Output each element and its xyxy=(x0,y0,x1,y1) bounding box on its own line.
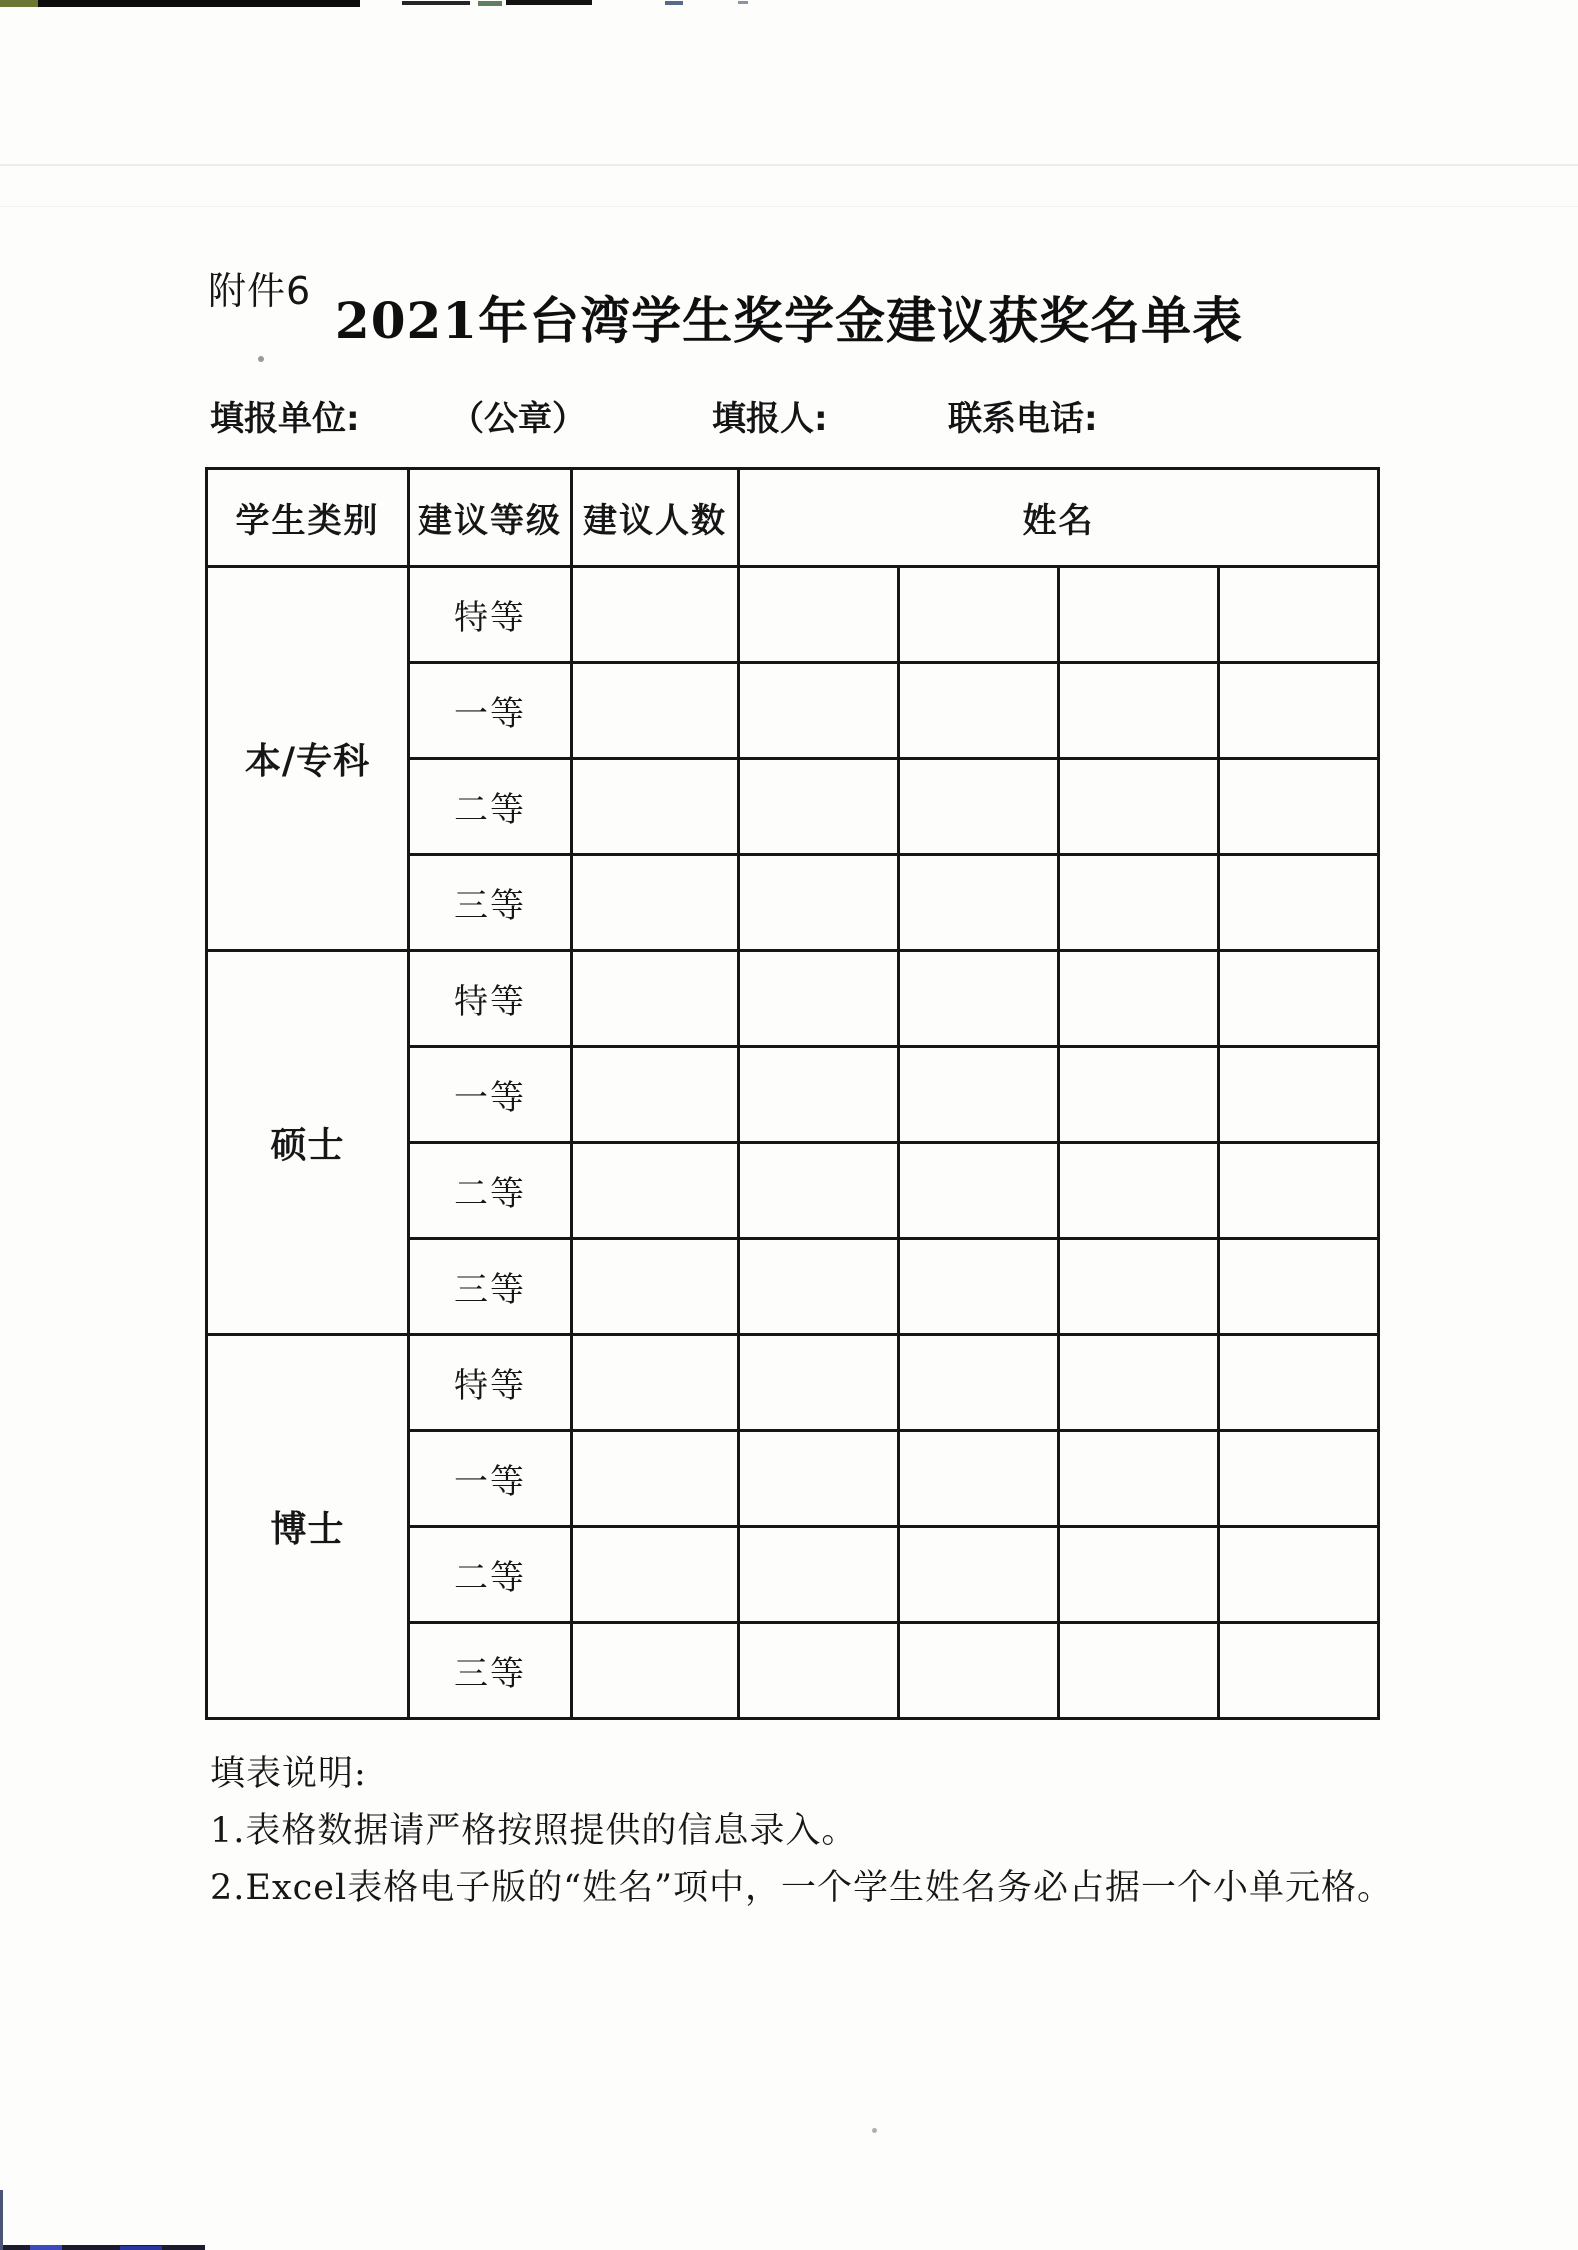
name-cell xyxy=(1219,759,1379,855)
name-cell xyxy=(1219,951,1379,1047)
scan-artifact xyxy=(738,1,748,4)
name-cell xyxy=(899,759,1059,855)
name-cell xyxy=(1059,1047,1219,1143)
grade-cell: 特等 xyxy=(409,1335,572,1431)
name-cell xyxy=(739,1143,899,1239)
grade-cell: 三等 xyxy=(409,855,572,951)
name-cell xyxy=(739,663,899,759)
name-cell xyxy=(1219,1431,1379,1527)
notes-heading: 填表说明: xyxy=(210,1754,367,1794)
name-cell xyxy=(1219,663,1379,759)
name-cell xyxy=(899,1623,1059,1719)
name-cell xyxy=(739,1047,899,1143)
count-cell xyxy=(572,1431,739,1527)
name-cell xyxy=(899,1239,1059,1335)
scan-artifact xyxy=(0,2190,3,2250)
count-cell xyxy=(572,1335,739,1431)
count-cell xyxy=(572,1047,739,1143)
scan-artifact xyxy=(0,0,360,7)
grade-cell: 三等 xyxy=(409,1239,572,1335)
name-cell xyxy=(1219,1143,1379,1239)
table-row xyxy=(207,567,1379,663)
name-cell xyxy=(1059,1431,1219,1527)
header-suggested-grade: 建议等级 xyxy=(409,469,572,567)
name-cell xyxy=(899,1335,1059,1431)
scan-artifact xyxy=(506,0,592,5)
count-cell xyxy=(572,1239,739,1335)
count-cell xyxy=(572,1527,739,1623)
count-cell xyxy=(572,951,739,1047)
name-cell xyxy=(1059,951,1219,1047)
report-person-label: 填报人: xyxy=(712,399,828,439)
grade-cell: 二等 xyxy=(409,1143,572,1239)
name-cell xyxy=(739,759,899,855)
name-cell xyxy=(739,1623,899,1719)
grade-cell: 三等 xyxy=(409,1623,572,1719)
form-notes xyxy=(210,1746,1393,1917)
name-cell xyxy=(1059,1143,1219,1239)
name-cell xyxy=(899,1527,1059,1623)
name-cell xyxy=(739,567,899,663)
category-cell-doctor: 博士 xyxy=(207,1335,409,1719)
name-cell xyxy=(899,1431,1059,1527)
scan-artifact xyxy=(0,0,38,7)
table-header-row xyxy=(207,469,1379,567)
note-item: 2.Excel表格电子版的“姓名”项中，一个学生姓名务必占据一个小单元格。 xyxy=(210,1868,1393,1908)
scan-speck xyxy=(258,356,264,362)
name-cell xyxy=(1219,855,1379,951)
name-cell xyxy=(899,1047,1059,1143)
page-title: 2021年台湾学生奖学金建议获奖名单表 xyxy=(334,291,1244,350)
official-seal-label: （公章） xyxy=(450,399,586,439)
name-cell xyxy=(899,855,1059,951)
name-cell xyxy=(1059,1527,1219,1623)
count-cell xyxy=(572,1623,739,1719)
grade-cell: 特等 xyxy=(409,951,572,1047)
name-cell xyxy=(739,951,899,1047)
scanner-line-artifact xyxy=(0,164,1578,166)
scan-speck xyxy=(872,2128,877,2133)
name-cell xyxy=(1059,1239,1219,1335)
name-cell xyxy=(1059,1623,1219,1719)
grade-cell: 一等 xyxy=(409,1047,572,1143)
name-cell xyxy=(1219,1239,1379,1335)
name-cell xyxy=(1219,567,1379,663)
header-student-category: 学生类别 xyxy=(207,469,409,567)
name-cell xyxy=(1219,1047,1379,1143)
name-cell xyxy=(1059,567,1219,663)
name-cell xyxy=(899,1143,1059,1239)
name-cell xyxy=(739,1431,899,1527)
name-cell xyxy=(1059,855,1219,951)
category-cell-master: 硕士 xyxy=(207,951,409,1335)
count-cell xyxy=(572,759,739,855)
contact-phone-label: 联系电话: xyxy=(948,399,1098,439)
count-cell xyxy=(572,1143,739,1239)
table-row xyxy=(207,951,1379,1047)
scan-artifact xyxy=(478,1,502,6)
name-cell xyxy=(899,951,1059,1047)
name-cell xyxy=(739,855,899,951)
count-cell xyxy=(572,567,739,663)
scan-artifact xyxy=(402,1,470,5)
scholarship-award-table xyxy=(205,467,1380,1720)
name-cell xyxy=(899,567,1059,663)
header-suggested-count: 建议人数 xyxy=(572,469,739,567)
header-name: 姓名 xyxy=(739,469,1379,567)
scan-artifact xyxy=(30,2245,62,2250)
grade-cell: 二等 xyxy=(409,759,572,855)
name-cell xyxy=(1059,663,1219,759)
grade-cell: 一等 xyxy=(409,663,572,759)
category-cell-undergrad: 本/专科 xyxy=(207,567,409,951)
scan-artifact xyxy=(665,1,683,5)
scan-artifact xyxy=(120,2246,162,2250)
name-cell xyxy=(1059,1335,1219,1431)
name-cell xyxy=(1219,1527,1379,1623)
name-cell xyxy=(1059,759,1219,855)
grade-cell: 二等 xyxy=(409,1527,572,1623)
name-cell xyxy=(739,1335,899,1431)
table-row xyxy=(207,1335,1379,1431)
count-cell xyxy=(572,855,739,951)
report-info-line xyxy=(0,399,1578,442)
note-item: 1.表格数据请严格按照提供的信息录入。 xyxy=(210,1811,858,1851)
scanner-line-artifact xyxy=(0,206,1578,207)
grade-cell: 特等 xyxy=(409,567,572,663)
name-cell xyxy=(739,1239,899,1335)
grade-cell: 一等 xyxy=(409,1431,572,1527)
count-cell xyxy=(572,663,739,759)
attachment-label: 附件6 xyxy=(208,269,312,313)
name-cell xyxy=(739,1527,899,1623)
report-unit-label: 填报单位: xyxy=(210,399,360,439)
name-cell xyxy=(1219,1335,1379,1431)
name-cell xyxy=(1219,1623,1379,1719)
name-cell xyxy=(899,663,1059,759)
